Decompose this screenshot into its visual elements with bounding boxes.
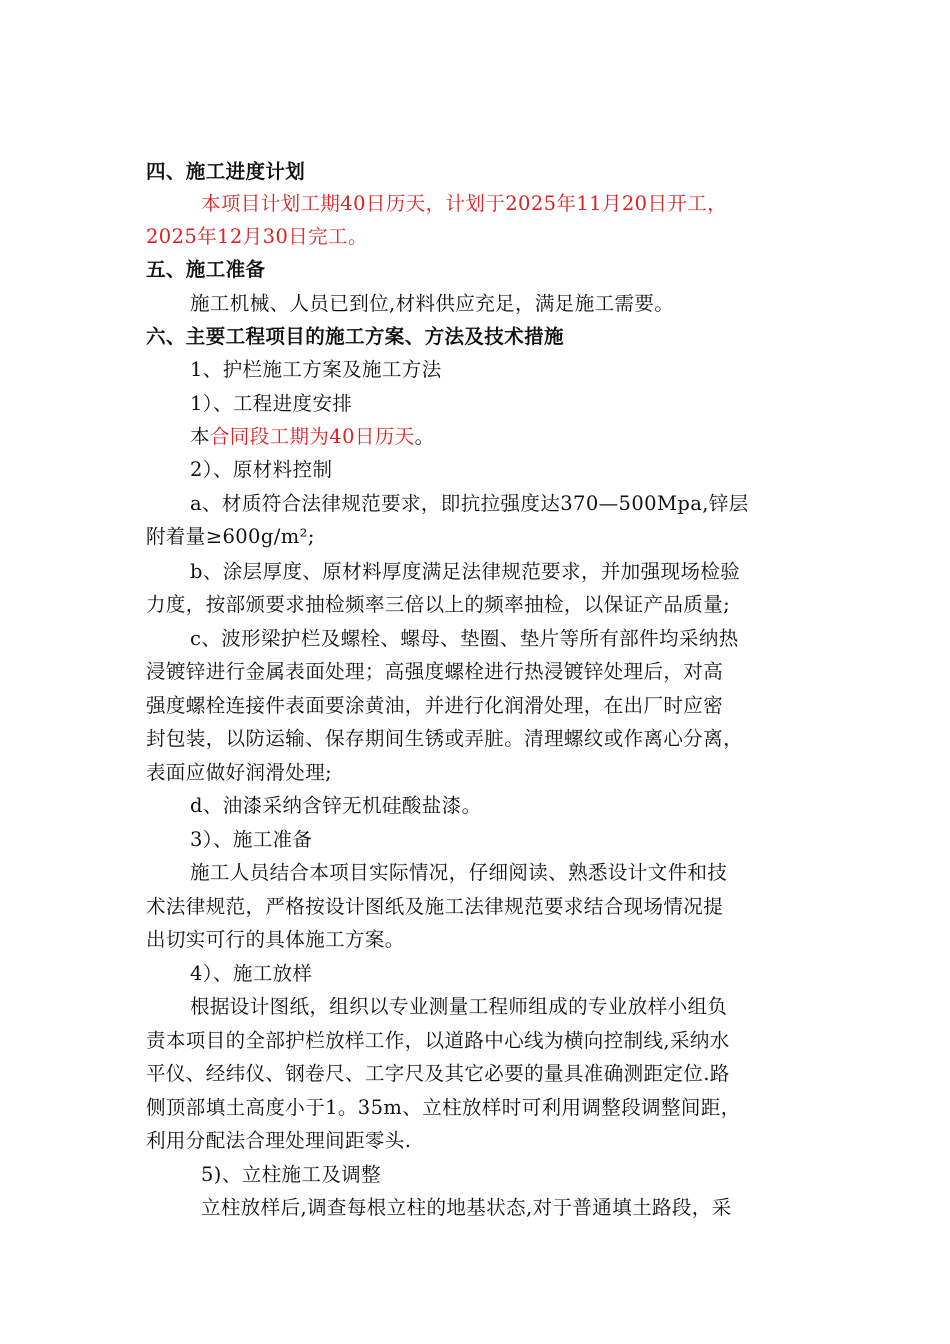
subsection-heading: 4）、施工放样	[190, 962, 313, 985]
paragraph-line: b、涂层厚度、原材料厚度满足法律规范要求，并加强现场检验	[190, 560, 741, 583]
paragraph-line: 根据设计图纸，组织以专业测量工程师组成的专业放样小组负	[190, 995, 728, 1018]
text-span: 。	[414, 425, 435, 448]
paragraph-line: 出切实可行的具体施工方案。	[146, 928, 405, 951]
paragraph-line	[190, 420, 435, 454]
subsection-heading: 5)、立柱施工及调整	[201, 1163, 382, 1186]
subsection-heading: 2）、原材料控制	[190, 458, 333, 481]
section-heading-4: 四、施工进度计划	[146, 160, 306, 183]
paragraph-line: a、材质符合法律规范要求，即抗拉强度达370—500Mpa,锌层	[190, 492, 749, 515]
paragraph-line: 侧顶部填土高度小于1。35m、立柱放样时可利用调整段调整间距，	[146, 1096, 741, 1119]
schedule-line-1: 本项目计划工期40日历天，计划于2025年11月20日开工，	[201, 192, 728, 215]
paragraph-line: 立柱放样后,调查每根立柱的地基状态,对于普通填土路段，采	[201, 1196, 732, 1219]
subsection-heading: 3）、施工准备	[190, 828, 313, 851]
paragraph-line: 平仪、经纬仪、钢卷尺、工字尺及其它必要的量具准确测距定位.路	[146, 1062, 730, 1085]
subsection-heading: 1、护栏施工方案及施工方法	[190, 358, 442, 381]
highlighted-text: 合同段工期为40日历天	[209, 425, 415, 448]
paragraph-line: 术法律规范，严格按设计图纸及施工法律规范要求结合现场情况提	[146, 895, 724, 918]
paragraph-line: 责本项目的全部护栏放样工作，以道路中心线为横向控制线,采纳水	[146, 1029, 730, 1052]
paragraph-line: 封包装，以防运输、保存期间生锈或弄脏。清理螺纹或作离心分离，	[146, 727, 744, 750]
paragraph-line: 强度螺栓连接件表面要涂黄油，并进行化润滑处理，在出厂时应密	[146, 694, 724, 717]
paragraph-line: 力度，按部颁要求抽检频率三倍以上的频率抽检，以保证产品质量;	[146, 593, 731, 616]
paragraph-line: d、油漆采纳含锌无机硅酸盐漆。	[190, 794, 482, 817]
schedule-line-2: 2025年12月30日完工。	[146, 225, 368, 248]
paragraph-line: 利用分配法合理处理间距零头.	[146, 1129, 412, 1152]
section-heading-6: 六、主要工程项目的施工方案、方法及技术措施	[146, 325, 564, 348]
subsection-heading: 1）、工程进度安排	[190, 392, 353, 415]
paragraph-line: 附着量≥600g/m²;	[146, 525, 315, 548]
paragraph-line: 浸镀锌进行金属表面处理；高强度螺栓进行热浸镀锌处理后，对高	[146, 660, 724, 683]
paragraph-line: 施工人员结合本项目实际情况，仔细阅读、熟悉设计文件和技	[190, 861, 728, 884]
section-heading-5: 五、施工准备	[146, 258, 266, 281]
paragraph-line: c、波形梁护栏及螺栓、螺母、垫圈、垫片等所有部件均采纳热	[190, 627, 739, 650]
paragraph-line: 施工机械、人员已到位,材料供应充足，满足施工需要。	[190, 292, 675, 315]
paragraph-line: 表面应做好润滑处理;	[146, 761, 333, 784]
text-span: 本	[190, 425, 210, 448]
